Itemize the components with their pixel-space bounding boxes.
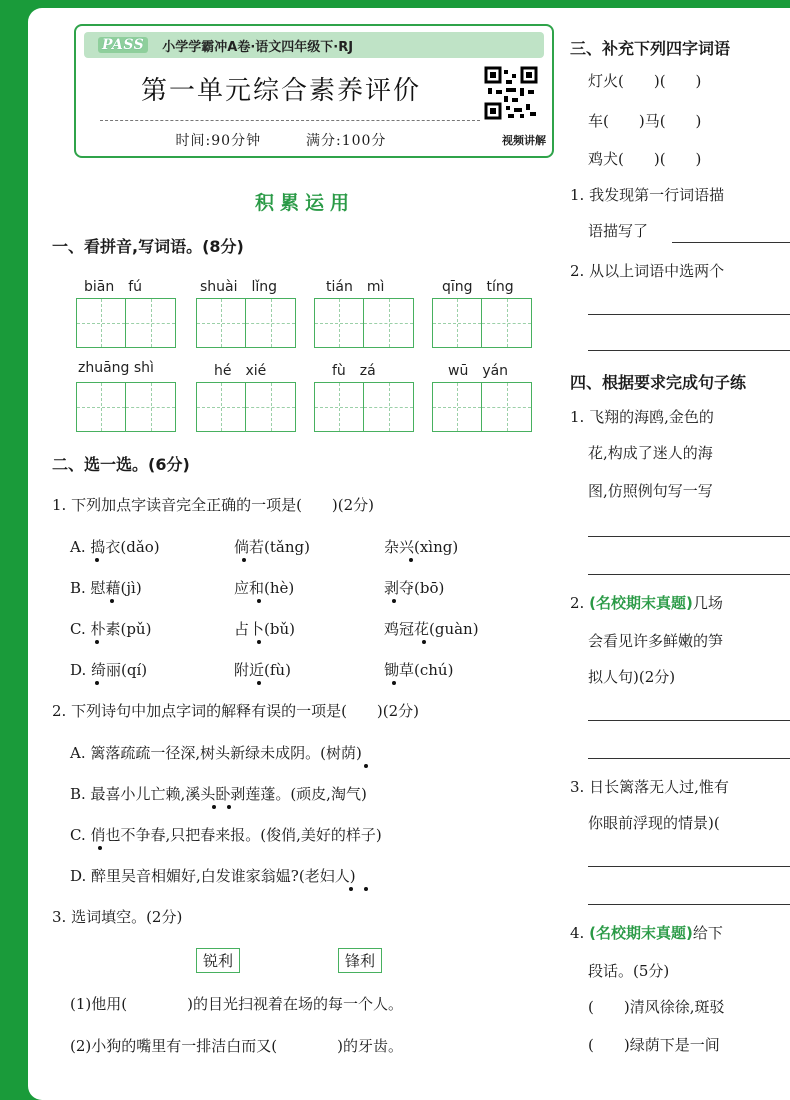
q2-2-option-d[interactable]: D. 醉里吴音相媚好,白发谁家翁媪?(老妇人) [70,867,356,885]
answer-line[interactable] [588,536,790,537]
emphasis-dot [227,805,231,809]
emphasis-dot [242,558,246,562]
idiom-blank-3[interactable]: 鸡犬( )( ) [588,150,702,168]
header-box [74,24,554,158]
writing-grid[interactable] [432,382,532,432]
qr-code-icon[interactable] [484,66,538,120]
right-column [568,8,790,1100]
option-b2: 应和(hè) [234,579,295,597]
q4-1-line-b: 花,构成了迷人的海 [588,444,713,462]
q4-4-line-d[interactable]: ( )绿荫下是一间 [588,1036,720,1054]
answer-line[interactable] [588,758,790,759]
option-a3: 杂兴(xìng) [384,538,459,556]
emphasis-dot [257,599,261,603]
emphasis-dot [349,887,353,891]
pinyin-5: zhuāng shì [78,360,154,376]
q3-title: 三、补充下列四字词语 [570,39,731,58]
option-d3: 锄草(chú) [384,661,454,679]
q4-2-line-a: 2. (名校期末真题)几场 [570,594,723,612]
q4-2-line-b: 会看见许多鲜嫩的笋 [588,632,724,650]
pinyin-4: qīng tíng [442,279,514,295]
answer-line[interactable] [588,350,790,351]
emphasis-dot [98,846,102,850]
answer-line[interactable] [588,904,790,905]
answer-line[interactable] [588,720,790,721]
q2-2-stem: 2. 下列诗句中加点字词的解释有误的一项是( )(2分) [52,702,420,720]
q2-2-option-b[interactable]: B. 最喜小儿亡赖,溪头卧剥莲蓬。(顽皮,淘气) [70,785,367,803]
q4-1-line-c: 图,仿照例句写一写 [588,482,713,500]
q4-2-line-c: 拟人句)(2分) [588,668,676,686]
q4-4-line-a: 4. (名校期末真题)给下 [570,924,723,942]
qr-label: 视频讲解 [502,134,546,147]
idiom-blank-2[interactable]: 车( )马( ) [588,112,702,130]
divider [100,120,480,121]
exam-tag: (名校期末真题) [589,924,693,942]
word-choice: 锋利 [338,948,382,973]
unit-title: 第一单元综合素养评价 [140,76,421,106]
q2-title: 二、选一选。(6分) [52,455,190,474]
emphasis-dot [364,764,368,768]
q2-2-option-a[interactable]: A. 篱落疏疏一径深,树头新绿未成阴。(树荫) [70,744,362,762]
answer-line[interactable] [588,574,790,575]
left-column [50,8,560,1100]
pinyin-8: wū yán [448,363,509,379]
writing-grid[interactable] [314,382,414,432]
word-choice: 锐利 [196,948,240,973]
answer-line[interactable] [588,866,790,867]
q3-1-line-a: 1. 我发现第一行词语描 [570,186,725,204]
emphasis-dot [409,558,413,562]
exam-tag: (名校期末真题) [589,594,693,612]
q4-4-line-b: 段话。(5分) [588,962,670,980]
emphasis-dot [392,599,396,603]
q3-2-line: 2. 从以上词语中选两个 [570,262,725,280]
q2-3-sentence-2: (2)小狗的嘴里有一排洁白而又( )的牙齿。 [70,1037,403,1055]
writing-grid[interactable] [76,298,176,348]
idiom-blank-1[interactable]: 灯火( )( ) [588,72,702,90]
emphasis-dot [95,640,99,644]
pinyin-1: biān fú [84,279,143,295]
worksheet-page [28,8,790,1100]
option-c3: 鸡冠花(guàn) [384,620,479,638]
series-text: 小学学霸冲A卷·语文四年级下·RJ [162,39,354,55]
q1-title: 一、看拼音,写词语。(8分) [52,237,244,256]
emphasis-dot [257,640,261,644]
pinyin-7: fù zá [332,363,376,379]
option-c1[interactable]: C. 朴素(pǔ) [70,620,152,638]
pinyin-6: hé xié [214,363,267,379]
emphasis-dot [95,681,99,685]
option-b1[interactable]: B. 慰藉(jì) [70,579,142,597]
q2-1-stem: 1. 下列加点字读音完全正确的一项是( )(2分) [52,496,375,514]
option-b3: 剥夺(bō) [384,579,445,597]
option-c2: 占卜(bǔ) [234,620,295,638]
emphasis-dot [110,599,114,603]
emphasis-dot [392,681,396,685]
emphasis-dot [422,640,426,644]
q4-3-line-b: 你眼前浮现的情景)( [588,814,720,832]
emphasis-dot [95,558,99,562]
writing-grid[interactable] [314,298,414,348]
section-label: 积累运用 [254,192,355,214]
writing-grid[interactable] [76,382,176,432]
pinyin-2: shuài lǐng [200,279,278,295]
emphasis-dot [257,681,261,685]
option-a1[interactable]: A. 捣衣(dǎo) [70,538,160,556]
q4-title: 四、根据要求完成句子练 [570,373,747,392]
option-d2: 附近(fù) [234,661,291,679]
q2-3-stem: 3. 选词填空。(2分) [52,908,183,926]
time-text: 时间:90分钟 [175,133,262,149]
emphasis-dot [212,805,216,809]
pass-logo: PASS [98,37,148,53]
pinyin-3: tián mì [326,279,385,295]
time-score-line [76,130,486,150]
answer-line[interactable] [672,242,790,243]
writing-grid[interactable] [196,298,296,348]
q4-2-tail: 几场 [692,594,723,612]
writing-grid[interactable] [432,298,532,348]
q4-4-line-c[interactable]: ( )清风徐徐,斑驳 [588,998,725,1016]
writing-grid[interactable] [196,382,296,432]
q2-3-sentence-1: (1)他用( )的目光扫视着在场的每一个人。 [70,995,403,1013]
series-bar [84,32,544,58]
answer-line[interactable] [588,314,790,315]
emphasis-dot [364,887,368,891]
q2-2-option-c[interactable]: C. 俏也不争春,只把春来报。(俊俏,美好的样子) [70,826,382,844]
q4-1-line-a: 1. 飞翔的海鸥,金色的 [570,408,714,426]
option-d1[interactable]: D. 绮丽(qí) [70,661,148,679]
q4-4-tail: 给下 [692,924,723,942]
q3-1-line-b: 语描写了 [588,222,649,240]
score-text: 满分:100分 [305,133,387,149]
q4-3-line-a: 3. 日长篱落无人过,惟有 [570,778,729,796]
option-a2: 倘若(tǎng) [234,538,310,556]
